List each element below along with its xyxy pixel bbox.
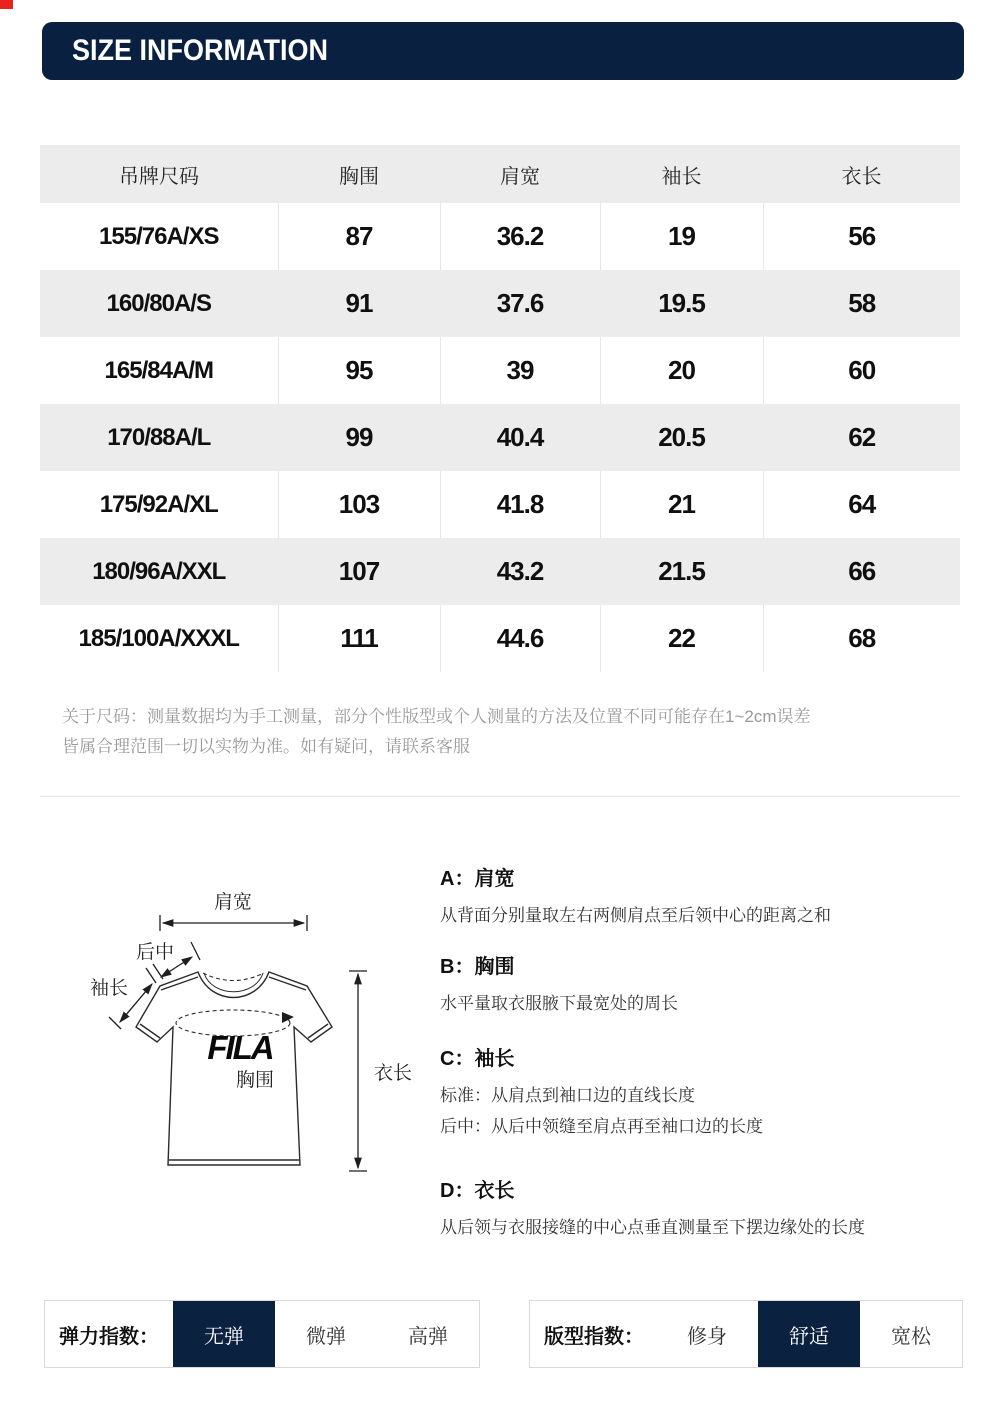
shoulder-width-label: 肩宽 [213,892,253,913]
cell-shoulder: 44.6 [440,605,600,672]
table-header-row [40,145,960,203]
cell-shoulder: 36.2 [440,203,600,270]
cell-length: 56 [763,203,960,270]
cell-chest: 99 [278,404,440,471]
cell-length: 64 [763,471,960,538]
guide-length-text: 从后领与衣服接缝的中心点垂直测量至下摆边缘处的长度 [440,1218,865,1237]
guide-chest [440,954,970,1019]
guide-shoulder [440,866,970,931]
column-header-sleeve: 袖长 [600,145,763,203]
guide-sleeve-text-backcenter: 后中：从后中领缝至肩点再至袖口边的长度 [440,1117,763,1136]
size-note-line2: 皆属合理范围一切以实物为准。如有疑问，请联系客服 [62,737,470,756]
elasticity-index-label: 弹力指数： [59,1325,159,1348]
garment-length-label: 衣长 [373,1063,413,1084]
cell-size: 175/92A/XL [99,490,218,518]
column-header-length: 衣长 [763,145,960,203]
guide-chest-heading: B：胸围 [440,956,515,978]
elasticity-option-high: 高弹 [408,1325,448,1348]
elasticity-option-none: 无弹 [173,1301,275,1367]
cell-length: 62 [763,404,960,471]
cell-length: 66 [763,538,960,605]
column-header-shoulder: 肩宽 [440,145,600,203]
cell-shoulder: 41.8 [440,471,600,538]
fit-index-label: 版型指数： [544,1325,644,1348]
cell-size: 155/76A/XS [99,222,219,250]
cell-chest: 111 [278,605,440,672]
cell-sleeve: 19.5 [600,270,763,337]
table-row [40,203,960,270]
column-header-chest: 胸围 [278,145,440,203]
size-table [40,145,960,672]
corner-marker [0,0,13,9]
cell-shoulder: 43.2 [440,538,600,605]
cell-size: 165/84A/M [104,356,213,384]
page-title: SIZE INFORMATION [72,34,328,67]
size-note-line1: 关于尺码：测量数据均为手工测量，部分个性版型或个人测量的方法及位置不同可能存在1~2cm误差 [62,707,811,726]
cell-size: 180/96A/XXL [40,538,278,605]
guide-length-heading: D：衣长 [440,1180,515,1202]
table-row [40,471,960,538]
shoulder-width-arrow [160,915,307,931]
cell-chest: 103 [278,471,440,538]
back-center-label: 后中 [135,942,175,963]
cell-shoulder: 40.4 [440,404,600,471]
cell-chest: 95 [278,337,440,404]
elasticity-option-slight: 微弹 [306,1325,346,1348]
cell-length: 58 [763,270,960,337]
cell-chest: 107 [278,538,440,605]
guide-chest-text: 水平量取衣服腋下最宽处的周长 [440,994,678,1013]
cell-chest: 91 [278,270,440,337]
table-row [40,270,960,337]
cell-chest: 87 [278,203,440,270]
guide-sleeve [440,1046,970,1142]
tshirt-measure-diagram [60,876,420,1192]
cell-sleeve: 21 [600,471,763,538]
cell-sleeve: 20.5 [600,404,763,471]
tshirt-diagram-svg [60,876,420,1192]
table-row [40,404,960,471]
cell-length: 60 [763,337,960,404]
cell-length: 68 [763,605,960,672]
guide-shoulder-text: 从背面分别量取左右两侧肩点至后领中心的距离之和 [440,906,831,925]
chest-label: 胸围 [235,1070,275,1091]
cell-shoulder: 37.6 [440,270,600,337]
cell-size: 160/80A/S [40,270,278,337]
guide-length [440,1178,970,1243]
guide-sleeve-heading: C：袖长 [440,1048,515,1070]
tshirt-outline [136,972,332,1165]
table-row [40,605,960,672]
fit-index-box [529,1300,963,1368]
size-note [62,702,952,762]
cell-sleeve: 19 [600,203,763,270]
cell-size: 170/88A/L [40,404,278,471]
elasticity-index-box [44,1300,480,1368]
cell-shoulder: 39 [440,337,600,404]
guide-shoulder-heading: A：肩宽 [440,868,515,890]
garment-length-arrow [349,971,367,1171]
column-header-size: 吊牌尺码 [40,145,278,203]
section-divider [40,796,960,797]
table-row [40,538,960,605]
sleeve-length-label: 袖长 [89,978,129,999]
fit-option-loose: 宽松 [891,1325,931,1348]
fila-logo: FILA [207,1029,273,1066]
cell-sleeve: 22 [600,605,763,672]
cell-size: 185/100A/XXXL [78,624,239,652]
cell-sleeve: 20 [600,337,763,404]
guide-sleeve-text-standard: 标准：从肩点到袖口边的直线长度 [440,1086,695,1105]
table-row [40,337,960,404]
title-bar [42,22,964,80]
fit-option-slim: 修身 [687,1325,727,1348]
fit-option-comfort: 舒适 [758,1301,860,1367]
cell-sleeve: 21.5 [600,538,763,605]
